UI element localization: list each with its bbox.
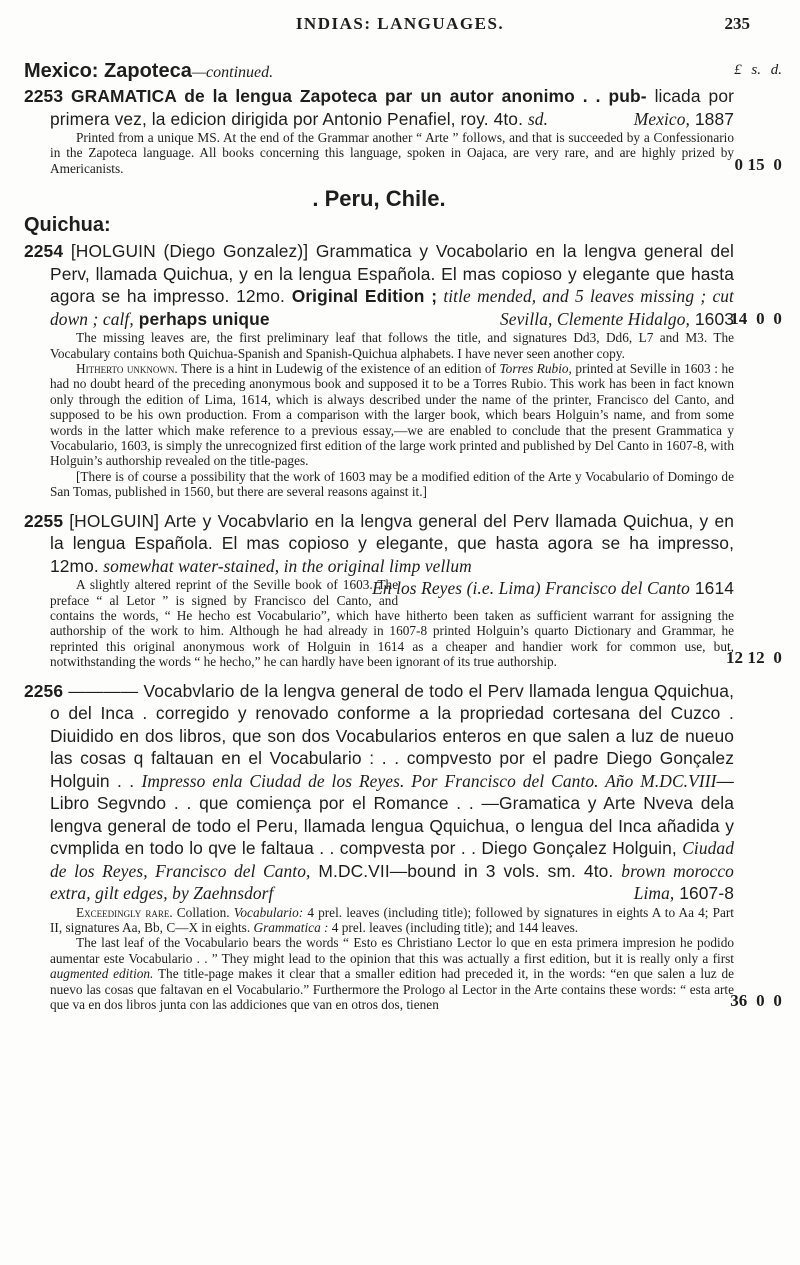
note-italic: Vocabulario: — [233, 904, 304, 920]
entry-title-text: [HOLGUIN (Diego Gonzalez)] Grammatica y Vocabolario en la lengva general del Perv, llamada Quichua, y en la lengua Española. El mas copioso y elegante que hasta agora se ha impresso. 12mo. — [50, 241, 734, 307]
entry-year: 1607-8 — [674, 883, 734, 904]
note-italic: Torres Rubio, — [499, 361, 572, 377]
catalogue-entry-2253 — [24, 85, 782, 176]
entry-format: 4to. — [493, 108, 528, 129]
catalogue-entry-2254 — [24, 240, 782, 500]
note-text: Collation. — [172, 904, 234, 920]
entry-imprint: En los Reyes (i.e. Lima) Francisco del Canto — [372, 578, 690, 599]
entry-note — [24, 130, 734, 176]
entry-imprint: Sevilla, Clemente Hidalgo, — [499, 308, 690, 329]
rarity-label: perhaps unique — [138, 308, 270, 329]
entry-year: 1603 — [689, 308, 734, 329]
note-text: 4 prel. leaves (including title); and 144 leaves. — [328, 920, 579, 936]
entry-number: 2253 — [24, 86, 64, 106]
note-paragraph: The missing leaves are, the first preliminary leaf that follows the title, and signatures Dd3, Dd6, L7 and M3. The Vocabulary contains both Quichua-Spanish and Spanish-Quichua alphabets. I have never seen another copy. — [50, 330, 734, 361]
entry-title-line: GRAMATICA de la lengua Zapoteca par un autor anonimo . . pub- — [71, 86, 647, 106]
entry-number: 2256 — [24, 680, 64, 701]
entry-year: 1887 — [689, 108, 734, 129]
note-paragraph: [There is of course a possibility that the work of 1603 may be a modified edition of the Arte y Vocabulario of Domingo de San Tomas, published in 1560, but there are several reasons against it.] — [50, 468, 734, 500]
ditto-dash: ———— — [68, 680, 139, 701]
note-italic: Grammatica : — [253, 920, 329, 936]
entry-imprint-italic: Impresso enla Ciudad de los Reyes. Por Francisco del Canto. Año M.DC.VIII — [141, 770, 717, 791]
entry-note — [24, 905, 734, 1013]
subregion-heading: Quichua: — [24, 214, 111, 237]
entry-year: 1614 — [689, 578, 734, 599]
note-text: The title-page makes it clear that a smaller edition had preceded it, in the words: “en que salen a luz de nuevo las cosas que faltavan en el Vocabulario.” Furthermore the Prologo al Lector in the Arte contains these words: “ esta arte que va en dos libros junta con las addiciones que van en otros dos, tienen — [50, 966, 735, 1013]
page-number: 235 — [724, 14, 750, 33]
entry-sd: sd. — [527, 108, 549, 129]
note-text: The last leaf of the Vocabulario bears the words “ Esto es Christiano Lector lo que en esta primera impresion he podido aumentar este Vocabulario . . ” They might lead to the opinion that this was actually a first edition, but it is really only a first — [50, 935, 734, 966]
entry-title-text: [HOLGUIN] Arte y Vocabvlario en la lengva general del Perv llamada Quichua, y en la lengua Española. El mas copioso y elegante, que hasta agora se ha impresso, 12mo. — [50, 510, 734, 576]
entry-title — [24, 240, 782, 330]
note-text: printed at Seville in 1603 : he had no doubt heard of the preceding anonymous book and supposed it to be a Torres Rubio. This work has been in fact known only through the edition of Lima, 1614, which is always described under the name of the printer, Francisco del Canto, and supposed to be his own production. From a comparison with the larger book, which bears Holguin’s name, and from some words in the latter which make reference to a previous essay,—we are enabled to conclude that the present Grammatica y Vocabulario, 1603, is simply the unrecognized first edition of the large work printed and published by Del Canto in 1607-8, with Holguin’s authorship revealed on the title-pages. — [50, 361, 735, 469]
entry-price: 12 12 0 — [725, 648, 782, 668]
entry-title-text: Vocabvlario de la lengva general de todo el Perv llamada lengua Qquichua, o del Inca . corregido y renovado conforme a la propriedad cortesana del Cuzco . Diuidido en dos libros, que son dos Vocabularios enteros en que salen a luz de nueuo las cosas q faltauan en el Vocabulario : . . compvesto por el padre Diego Gonçalez Holguin . . — [50, 680, 734, 791]
catalogue-entry-2256 — [24, 680, 782, 1013]
note-italic: augmented edition. — [50, 966, 154, 982]
note-text: There is a hint in Ludewig of the existence of an edition of — [177, 361, 500, 377]
entry-condition: somewhat water-stained, in the original limp vellum — [98, 555, 472, 576]
entry-note — [24, 330, 734, 499]
edition-label: Original Edition ; — [291, 286, 438, 307]
note-paragraph: A slightly altered reprint of the Seville book of 1603. The preface “ al Letor ” is signed by Francisco del Canto, and contains the words, “ He hecho est Vocabulario”, which have hitherto been taken as sufficient warrant for assigning the authorship of the work to him. Although he had already in 1607-8 printed Holguin’s quarto Dictionary and Grammar, he reprinted this original anonymous work of Holguin in 1614 as a cheaper and handier work for common use, but, notwithstanding the words “ he hecho,” he can hardly have been ignorant of its true authorship. — [50, 577, 734, 670]
entry-imprint: Lima, — [633, 883, 675, 904]
entry-condition: title mended, and 5 leaves missing ; cut down ; calf, — [50, 286, 734, 329]
entry-price: 0 15 0 — [734, 154, 782, 174]
running-head-title: INDIAS: LANGUAGES. — [295, 14, 505, 33]
entry-imprint-italic: Ciudad de los Reyes, Francisco del Canto, — [50, 838, 734, 881]
entry-title-line: licada por primera vez, la edicion dirigida por Antonio Penafiel, roy. — [50, 86, 734, 129]
page-content — [24, 60, 782, 1013]
note-lead: Exceedingly rare. — [76, 904, 173, 920]
note-paragraph — [50, 905, 734, 936]
note-paragraph — [50, 361, 734, 469]
entry-binding: M.DC.VII—bound in 3 vols. sm. 4to. — [310, 860, 614, 881]
note-text: 4 prel. leaves (including title); followed by signatures in eights A to Aa 4; Part II, signatures Aa, Bb, C—X in eights. — [50, 904, 734, 936]
region-title: Mexico: Zapoteca — [24, 60, 192, 82]
section-heading-peru: . Peru, Chile. — [312, 186, 446, 212]
entry-title-text: —Libro Segvndo . . que comiença por el Romance . . —Gramatica y Arte Nveva dela lengva general de todo el Peru, llamada lengua Qquichua, o lengua del Inca añadida y cvmplida en todo lo qve le faltaua . . compvesta por . . Diego Gonçalez Holguin, — [50, 770, 734, 859]
entry-price: 36 0 0 — [730, 990, 782, 1010]
section-heading-mexico — [24, 60, 782, 82]
note-lead: Hitherto unknown. — [76, 361, 178, 377]
continued-label: —continued. — [191, 64, 274, 81]
note-paragraph — [50, 935, 734, 1012]
currency-header: £ s. d. — [734, 62, 782, 78]
note-paragraph: Printed from a unique MS. At the end of the Grammar another “ Arte ” follows, and that is succeeded by a Confessionario in the Zapoteca language. All books concerning this language, spoken in Oajaca, are very rare, and are highly prized by Americanists. — [50, 130, 734, 176]
catalogue-entry-2255 — [24, 510, 782, 670]
entry-price: 14 0 0 — [730, 308, 782, 328]
entry-condition: brown morocco extra, gilt edges, by Zaehnsdorf — [50, 860, 734, 904]
entry-number: 2254 — [24, 241, 64, 262]
entry-imprint: Mexico, — [633, 108, 690, 129]
running-head — [0, 14, 800, 38]
entry-number: 2255 — [24, 510, 64, 531]
